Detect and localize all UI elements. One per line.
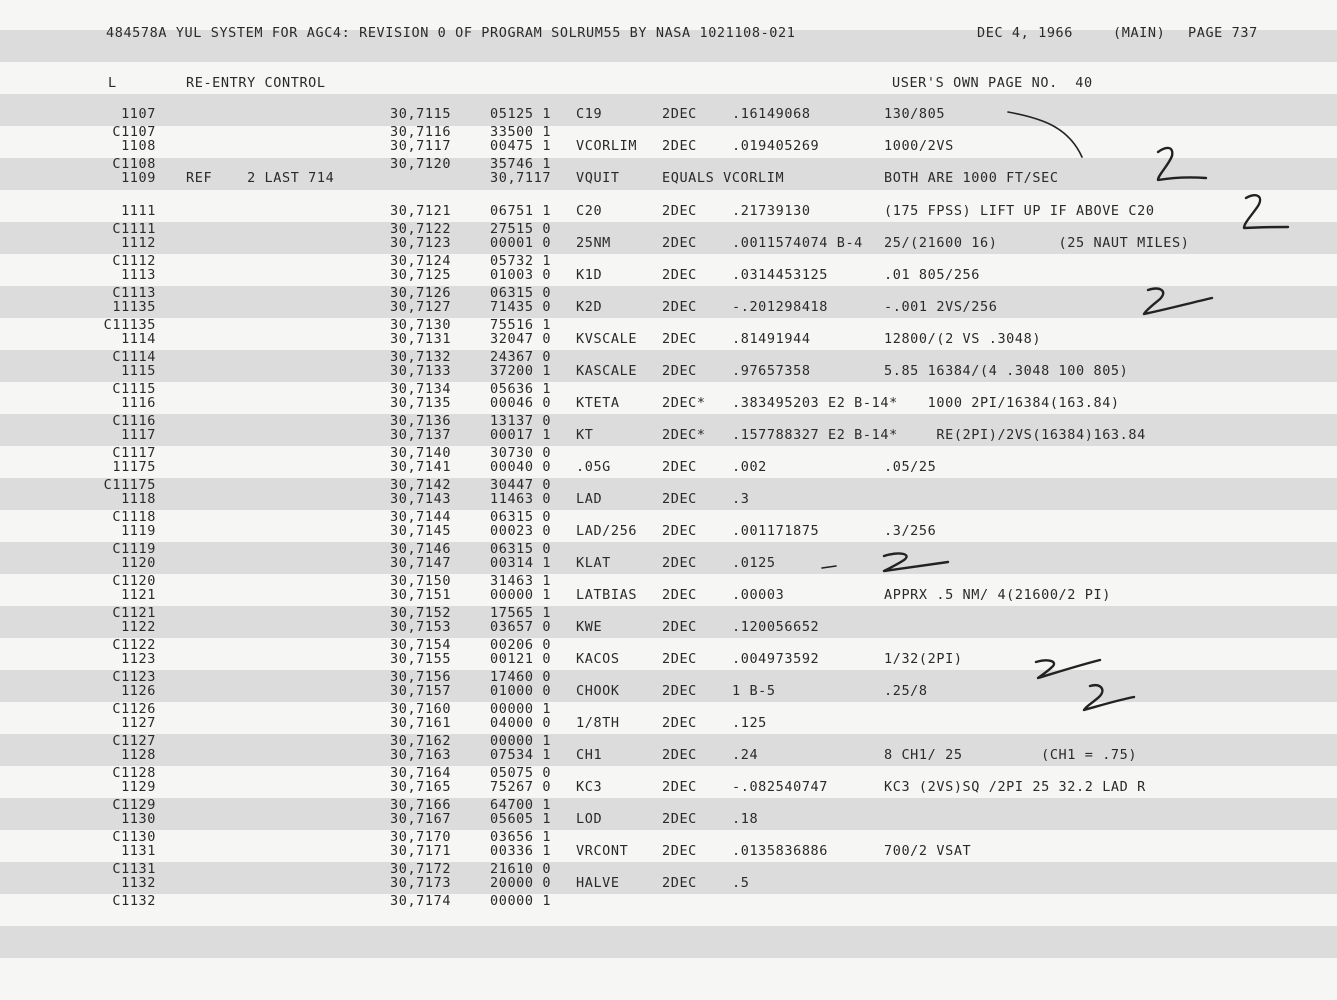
row-line: C1123 [112, 669, 156, 685]
row-op: 2DEC [662, 106, 697, 122]
row-word: 03656 1 [490, 829, 552, 845]
row-comment: .05/25 [884, 459, 937, 475]
row-label: KWE [576, 619, 603, 635]
row-word: 00023 0 [490, 523, 552, 539]
row-addr: 30,7120 [390, 156, 452, 172]
row-line: 1120 [121, 555, 156, 571]
row-comment: KC3 (2VS)SQ /2PI 25 32.2 LAD R [884, 779, 1146, 795]
row-op: 2DEC [662, 138, 697, 154]
row-label: KTETA [576, 395, 620, 411]
row-line: C1113 [112, 285, 156, 301]
row-word: 03657 0 [490, 619, 552, 635]
row-word: 21610 0 [490, 861, 552, 877]
row-addr: 30,7140 [390, 445, 452, 461]
row-line: 1114 [121, 331, 156, 347]
row-op: 2DEC [662, 459, 697, 475]
row-val: .125 [732, 715, 767, 731]
row-line: C1112 [112, 253, 156, 269]
row-label: HALVE [576, 875, 620, 891]
row-addr: 30,7137 [390, 427, 452, 443]
row-addr: 30,7142 [390, 477, 452, 493]
row-comment: 1/32(2PI) [884, 651, 963, 667]
row-addr: 30,7125 [390, 267, 452, 283]
row-op: 2DEC* [662, 427, 706, 443]
row-line: C1119 [112, 541, 156, 557]
row-word: 32047 0 [490, 331, 552, 347]
row-label: VQUIT [576, 170, 620, 186]
row-label: LATBIAS [576, 587, 638, 603]
row-label: 25NM [576, 235, 611, 251]
row-addr: 30,7116 [390, 124, 452, 140]
row-addr: 30,7165 [390, 779, 452, 795]
row-word: 33500 1 [490, 124, 552, 140]
row-line: 1113 [121, 267, 156, 283]
row-line: 1109 [121, 170, 156, 186]
row-addr: 30,7163 [390, 747, 452, 763]
row-word: 30730 0 [490, 445, 552, 461]
row-word: 06315 0 [490, 285, 552, 301]
row-comment: BOTH ARE 1000 FT/SEC [884, 170, 1059, 186]
row-val: .3 [732, 491, 750, 507]
row-word: 00314 1 [490, 555, 552, 571]
row-addr: 30,7135 [390, 395, 452, 411]
row-word: 75516 1 [490, 317, 552, 333]
row-line: C1131 [112, 861, 156, 877]
row-word: 37200 1 [490, 363, 552, 379]
row-val: .004973592 [732, 651, 820, 667]
row-word: 00000 1 [490, 733, 552, 749]
row-word: 06315 0 [490, 541, 552, 557]
row-val: -.082540747 [732, 779, 829, 795]
row-line: C1118 [112, 509, 156, 525]
row-addr: 30,7174 [390, 893, 452, 909]
row-addr: 30,7147 [390, 555, 452, 571]
row-addr: 30,7173 [390, 875, 452, 891]
row-word: 64700 1 [490, 797, 552, 813]
row-word: 01003 0 [490, 267, 552, 283]
row-addr: 30,7157 [390, 683, 452, 699]
row-comment: 25/(21600 16) (25 NAUT MILES) [884, 235, 1190, 251]
row-val: .24 [732, 747, 759, 763]
row-word: 27515 0 [490, 221, 552, 237]
row-line: 1112 [121, 235, 156, 251]
row-comment: 12800/(2 VS .3048) [884, 331, 1042, 347]
row-line: 1126 [121, 683, 156, 699]
row-op: 2DEC [662, 299, 697, 315]
row-label: KC3 [576, 779, 603, 795]
row-line: 1129 [121, 779, 156, 795]
row-addr: 30,7164 [390, 765, 452, 781]
row-line: C1128 [112, 765, 156, 781]
row-word: 05636 1 [490, 381, 552, 397]
row-label: VCORLIM [576, 138, 638, 154]
row-val: .157788327 E2 B-14* [732, 427, 898, 443]
row-comment: RE(2PI)/2VS(16384)163.84 [884, 427, 1146, 443]
row-addr: 30,7136 [390, 413, 452, 429]
row-label: KVSCALE [576, 331, 638, 347]
row-label: CH1 [576, 747, 603, 763]
row-word: 31463 1 [490, 573, 552, 589]
row-addr: 30,7117 [390, 138, 452, 154]
row-comment: .01 805/256 [884, 267, 981, 283]
row-comment: 5.85 16384/(4 .3048 100 805) [884, 363, 1129, 379]
row-word: 04000 0 [490, 715, 552, 731]
row-line: 1108 [121, 138, 156, 154]
row-label: K2D [576, 299, 603, 315]
row-line: C1121 [112, 605, 156, 621]
section-title: RE-ENTRY CONTROL [186, 75, 326, 91]
own-page-number: USER'S OWN PAGE NO. 40 [892, 75, 1093, 91]
row-addr: 30,7131 [390, 331, 452, 347]
row-val: .019405269 [732, 138, 820, 154]
row-word: 00000 1 [490, 701, 552, 717]
row-addr: 30,7144 [390, 509, 452, 525]
row-op: 2DEC* [662, 395, 706, 411]
row-addr: 30,7133 [390, 363, 452, 379]
row-op: 2DEC [662, 779, 697, 795]
row-op: 2DEC [662, 555, 697, 571]
row-label: C20 [576, 203, 603, 219]
row-word: 06751 1 [490, 203, 552, 219]
row-op: 2DEC [662, 491, 697, 507]
row-op: 2DEC [662, 651, 697, 667]
row-val: .383495203 E2 B-14* [732, 395, 898, 411]
header-title: 484578A YUL SYSTEM FOR AGC4: REVISION 0 OF PROGRAM SOLRUM55 BY NASA 1021108-021 [106, 25, 796, 41]
row-addr: 30,7146 [390, 541, 452, 557]
row-addr: 30,7134 [390, 381, 452, 397]
row-addr: 30,7161 [390, 715, 452, 731]
row-line: 1122 [121, 619, 156, 635]
row-addr: 30,7151 [390, 587, 452, 603]
row-val: .97657358 [732, 363, 811, 379]
row-line: 1111 [121, 203, 156, 219]
row-addr: 30,7155 [390, 651, 452, 667]
header-date: DEC 4, 1966 [977, 25, 1074, 41]
row-line: C1108 [112, 156, 156, 172]
row-word: 00001 0 [490, 235, 552, 251]
row-line: C1107 [112, 124, 156, 140]
row-line: 11135 [112, 299, 156, 315]
subheader-flag: L [108, 75, 117, 91]
row-line: C1129 [112, 797, 156, 813]
row-line: C1130 [112, 829, 156, 845]
row-comment: 1000 2PI/16384(163.84) [884, 395, 1120, 411]
row-word: 01000 0 [490, 683, 552, 699]
row-val: .120056652 [732, 619, 820, 635]
row-line: C1111 [112, 221, 156, 237]
row-word: 07534 1 [490, 747, 552, 763]
row-line: 1121 [121, 587, 156, 603]
row-val: .0011574074 B-4 [732, 235, 863, 251]
row-line: C1117 [112, 445, 156, 461]
row-addr: 30,7132 [390, 349, 452, 365]
row-op: 2DEC [662, 235, 697, 251]
row-line: 1118 [121, 491, 156, 507]
row-val: -.201298418 [732, 299, 829, 315]
row-addr: 30,7167 [390, 811, 452, 827]
row-addr: 30,7172 [390, 861, 452, 877]
row-op: 2DEC [662, 683, 697, 699]
row-addr: 30,7170 [390, 829, 452, 845]
row-op: 2DEC [662, 363, 697, 379]
row-addr: 30,7153 [390, 619, 452, 635]
row-addr: 30,7121 [390, 203, 452, 219]
row-word: 05075 0 [490, 765, 552, 781]
row-word: 30447 0 [490, 477, 552, 493]
row-comment: 700/2 VSAT [884, 843, 972, 859]
row-val: .21739130 [732, 203, 811, 219]
row-word: 00121 0 [490, 651, 552, 667]
row-comment: .3/256 [884, 523, 937, 539]
row-op: 2DEC [662, 331, 697, 347]
row-word: 20000 0 [490, 875, 552, 891]
row-line: 1131 [121, 843, 156, 859]
row-line: C1122 [112, 637, 156, 653]
row-word: 05732 1 [490, 253, 552, 269]
row-label: VRCONT [576, 843, 629, 859]
row-val: .001171875 [732, 523, 820, 539]
row-op: 2DEC [662, 587, 697, 603]
header-page-number: PAGE 737 [1188, 25, 1258, 41]
row-addr: 30,7126 [390, 285, 452, 301]
row-word: 30,7117 [490, 170, 552, 186]
row-addr: 30,7122 [390, 221, 452, 237]
row-val: .0135836886 [732, 843, 829, 859]
row-word: 17460 0 [490, 669, 552, 685]
row-label: KACOS [576, 651, 620, 667]
row-line: 1115 [121, 363, 156, 379]
row-addr: 30,7160 [390, 701, 452, 717]
row-addr: 30,7171 [390, 843, 452, 859]
row-addr: 30,7123 [390, 235, 452, 251]
row-op: 2DEC [662, 811, 697, 827]
row-addr: 30,7166 [390, 797, 452, 813]
row-word: 00046 0 [490, 395, 552, 411]
row-word: 00000 1 [490, 587, 552, 603]
row-addr: 30,7154 [390, 637, 452, 653]
row-op: 2DEC [662, 267, 697, 283]
row-line: 1127 [121, 715, 156, 731]
row-word: 00336 1 [490, 843, 552, 859]
row-addr: 30,7162 [390, 733, 452, 749]
row-word: 00475 1 [490, 138, 552, 154]
row-addr: 30,7152 [390, 605, 452, 621]
row-comment: 1000/2VS [884, 138, 954, 154]
row-line: 1116 [121, 395, 156, 411]
row-word: 05605 1 [490, 811, 552, 827]
row-val: .5 [732, 875, 750, 891]
row-val: .002 [732, 459, 767, 475]
row-addr: 30,7115 [390, 106, 452, 122]
row-comment: -.001 2VS/256 [884, 299, 998, 315]
row-addr: 30,7150 [390, 573, 452, 589]
row-ref: REF 2 LAST 714 [186, 170, 335, 186]
row-line: C11135 [103, 317, 156, 333]
row-label: KASCALE [576, 363, 638, 379]
row-word: 00017 1 [490, 427, 552, 443]
row-val: .0125 [732, 555, 776, 571]
row-line: 1128 [121, 747, 156, 763]
row-val: .0314453125 [732, 267, 829, 283]
row-word: 11463 0 [490, 491, 552, 507]
row-label: .05G [576, 459, 611, 475]
row-line: 1123 [121, 651, 156, 667]
row-word: 13137 0 [490, 413, 552, 429]
row-label: 1/8TH [576, 715, 620, 731]
row-val: .81491944 [732, 331, 811, 347]
row-line: 1117 [121, 427, 156, 443]
row-comment: 130/805 [884, 106, 946, 122]
row-addr: 30,7141 [390, 459, 452, 475]
row-line: C1132 [112, 893, 156, 909]
row-addr: 30,7145 [390, 523, 452, 539]
row-op: 2DEC [662, 747, 697, 763]
row-op: 2DEC [662, 203, 697, 219]
row-line: 1130 [121, 811, 156, 827]
row-addr: 30,7124 [390, 253, 452, 269]
row-line: C1126 [112, 701, 156, 717]
row-val: .00003 [732, 587, 785, 603]
row-word: 24367 0 [490, 349, 552, 365]
row-op: 2DEC [662, 619, 697, 635]
row-line: C1116 [112, 413, 156, 429]
row-word: 00000 1 [490, 893, 552, 909]
row-op: EQUALS VCORLIM [662, 170, 785, 186]
row-line: C11175 [103, 477, 156, 493]
row-comment: 8 CH1/ 25 (CH1 = .75) [884, 747, 1138, 763]
row-line: C1115 [112, 381, 156, 397]
row-label: K1D [576, 267, 603, 283]
row-label: KLAT [576, 555, 611, 571]
row-addr: 30,7156 [390, 669, 452, 685]
row-op: 2DEC [662, 715, 697, 731]
row-comment: APPRX .5 NM/ 4(21600/2 PI) [884, 587, 1111, 603]
row-comment: .25/8 [884, 683, 928, 699]
row-line: 1119 [121, 523, 156, 539]
row-line: C1114 [112, 349, 156, 365]
row-word: 05125 1 [490, 106, 552, 122]
row-label: LAD [576, 491, 603, 507]
row-line: C1127 [112, 733, 156, 749]
row-word: 35746 1 [490, 156, 552, 172]
row-line: 1107 [121, 106, 156, 122]
row-label: LAD/256 [576, 523, 638, 539]
row-op: 2DEC [662, 523, 697, 539]
row-word: 00206 0 [490, 637, 552, 653]
row-comment: (175 FPSS) LIFT UP IF ABOVE C20 [884, 203, 1155, 219]
row-word: 71435 0 [490, 299, 552, 315]
row-val: .18 [732, 811, 759, 827]
row-line: 1132 [121, 875, 156, 891]
greenbar-band [0, 926, 1337, 958]
row-label: KT [576, 427, 594, 443]
row-label: C19 [576, 106, 603, 122]
row-word: 17565 1 [490, 605, 552, 621]
row-word: 06315 0 [490, 509, 552, 525]
row-op: 2DEC [662, 843, 697, 859]
row-word: 75267 0 [490, 779, 552, 795]
row-label: CHOOK [576, 683, 620, 699]
row-addr: 30,7143 [390, 491, 452, 507]
row-line: C1120 [112, 573, 156, 589]
row-addr: 30,7130 [390, 317, 452, 333]
row-word: 00040 0 [490, 459, 552, 475]
row-addr: 30,7127 [390, 299, 452, 315]
row-val: 1 B-5 [732, 683, 776, 699]
row-op: 2DEC [662, 875, 697, 891]
row-line: 11175 [112, 459, 156, 475]
row-label: LOD [576, 811, 603, 827]
row-val: .16149068 [732, 106, 811, 122]
header-tag: (MAIN) [1113, 25, 1166, 41]
